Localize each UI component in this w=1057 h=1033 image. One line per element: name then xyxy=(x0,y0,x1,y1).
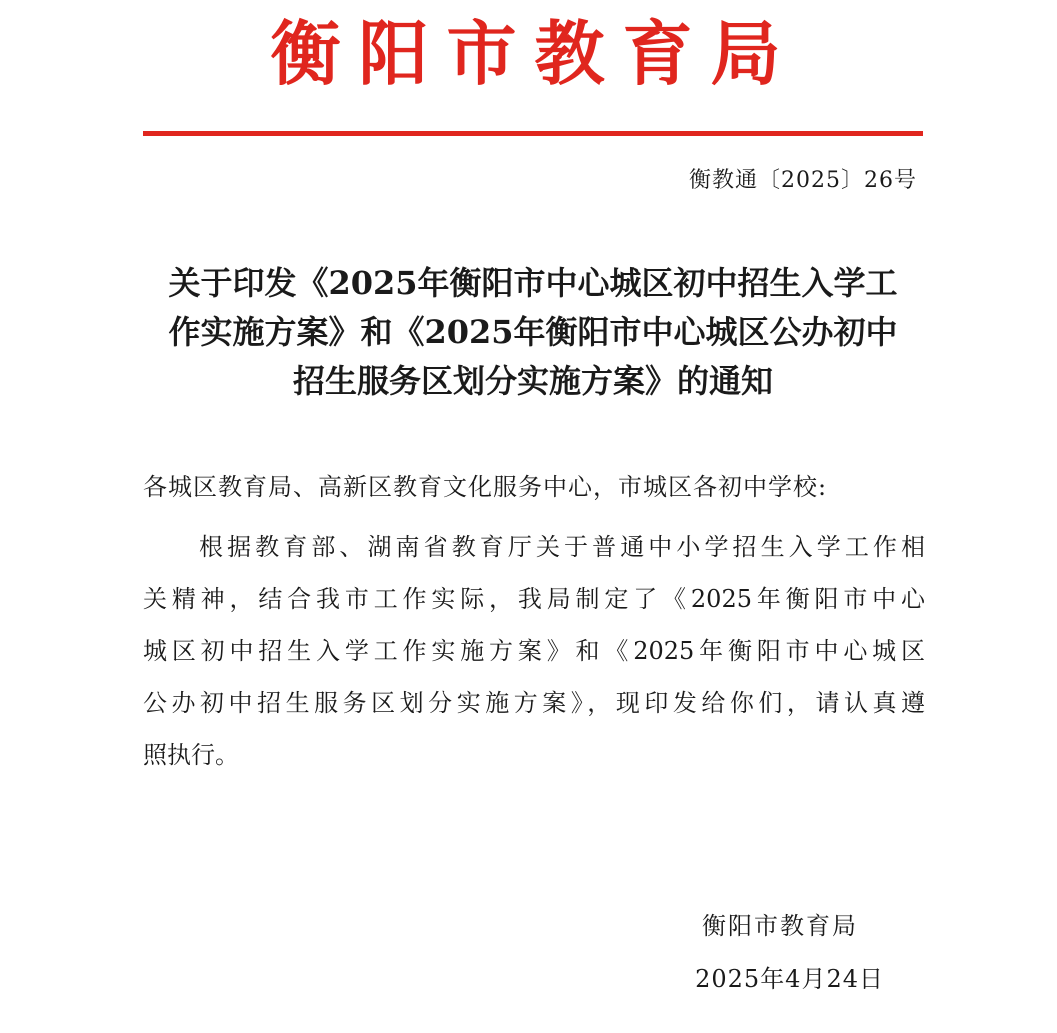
title-line: 关于印发《2025年衡阳市中心城区初中招生入学工 xyxy=(168,264,898,302)
document-title xyxy=(138,259,928,406)
masthead-issuer: 衡阳市教育局 xyxy=(270,13,799,95)
body-line: 城区初中招生入学工作实施方案》和《2025年衡阳市中心城区 xyxy=(143,637,925,665)
body-line: 根据教育部、湖南省教育厅关于普通中小学招生入学工作相 xyxy=(199,533,925,561)
issue-date: 2025年4月24日 xyxy=(695,965,884,993)
body-paragraph xyxy=(143,521,925,781)
body-line: 公办初中招生服务区划分实施方案》，现印发给你们，请认真遵 xyxy=(143,689,925,717)
document-number: 衡教通〔2025〕26号 xyxy=(689,168,917,193)
red-header-rule xyxy=(143,131,923,136)
body-line: 关精神，结合我市工作实际，我局制定了《2025年衡阳市中心 xyxy=(143,585,925,613)
signature-issuer: 衡阳市教育局 xyxy=(702,912,858,940)
addressee-line: 各城区教育局、高新区教育文化服务中心，市城区各初中学校: xyxy=(143,473,828,501)
title-line: 招生服务区划分实施方案》的通知 xyxy=(292,362,773,400)
body-line: 照执行。 xyxy=(143,741,239,769)
title-line: 作实施方案》和《2025年衡阳市中心城区公办初中 xyxy=(168,313,898,351)
